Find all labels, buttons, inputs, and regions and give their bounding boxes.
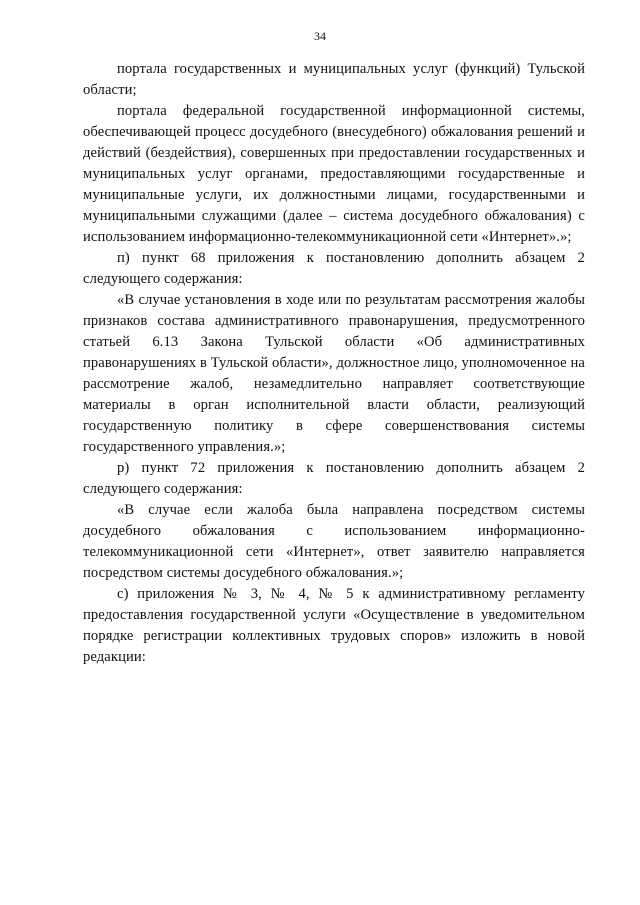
paragraph-item-s: с) приложения № 3, № 4, № 5 к административному регламенту предоставления государственной услуги «Осуществление в уведомительном порядке регистрации коллективных трудовых споров» изложить в новой редакции: <box>83 586 585 665</box>
paragraph-item-r: р) пункт 72 приложения к постановлению дополнить абзацем 2 следующего содержания: <box>83 460 585 497</box>
page-number: 34 <box>314 29 326 43</box>
document-body <box>83 59 585 668</box>
paragraph-portal-regional: портала государственных и муниципальных услуг (функций) Тульской области; <box>83 61 585 98</box>
paragraph-quote-violation: «В случае установления в ходе или по результатам рассмотрения жалобы признаков состава административного правонарушения, предусмотренного статьей 6.13 Закона Тульской области «Об административных правонарушениях в Тульской области», должностное лицо, уполномоченное на рассмотрение жалоб, незамедлительно направляет соответствующие материалы в орган исполнительной власти области, реализующий государственную политику в сфере совершенствования системы государственного управления.»; <box>83 292 585 455</box>
paragraph-quote-response: «В случае если жалоба была направлена посредством системы досудебного обжалования с использованием информационно-телекоммуникационной сети «Интернет», ответ заявителю направляется посредством системы досудебного обжалования.»; <box>83 502 585 581</box>
paragraph-portal-federal: портала федеральной государственной информационной системы, обеспечивающей процесс досудебного (внесудебного) обжалования решений и действий (бездействия), совершенных при предоставлении государственных и муниципальных услуг органами, предоставляющими государственные и муниципальные услуги, их должностными лицами, государственными и муниципальными служащими (далее – система досудебного обжалования) с использованием информационно-телекоммуникационной сети «Интернет».»; <box>83 103 585 245</box>
paragraph-item-p: п) пункт 68 приложения к постановлению дополнить абзацем 2 следующего содержания: <box>83 250 585 287</box>
